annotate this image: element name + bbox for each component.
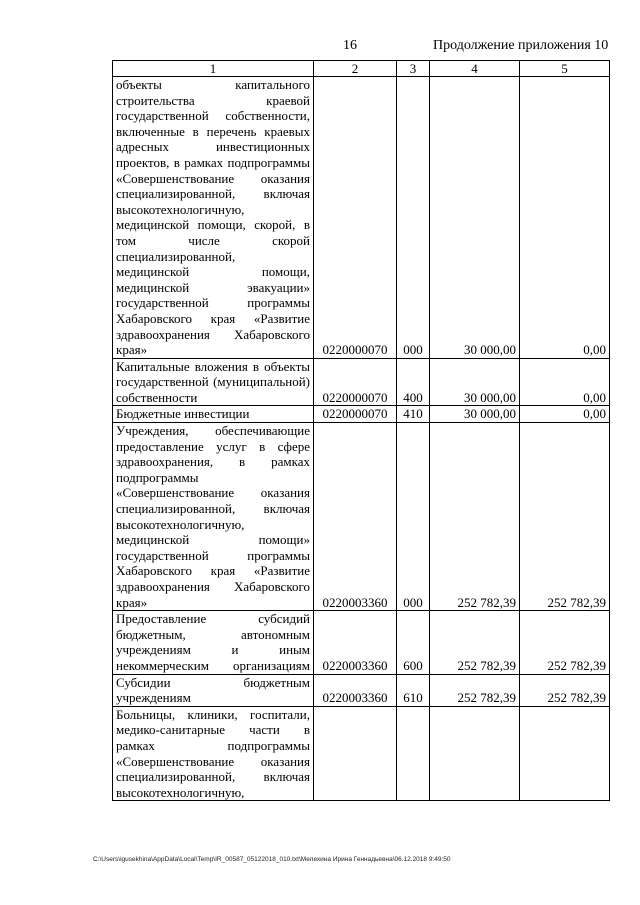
target-article-code: 0220000070 bbox=[314, 406, 397, 423]
file-path-footer: C:\Users\igusekhina\AppData\Local\Temp\IR_00587_05122018_010.txt\Мелехина Ирина Геннадьевна\06.12.2018 9:49:50 bbox=[93, 856, 451, 863]
table-row bbox=[113, 706, 610, 801]
table-row bbox=[113, 674, 610, 706]
amount-col5: 0,00 bbox=[520, 358, 610, 406]
table-row bbox=[113, 423, 610, 611]
amount-col5: 0,00 bbox=[520, 406, 610, 423]
page-number: 16 bbox=[343, 38, 357, 53]
budget-table bbox=[112, 60, 610, 801]
amount-col4: 252 782,39 bbox=[430, 674, 520, 706]
column-number-row bbox=[113, 61, 610, 77]
amount-col5: 252 782,39 bbox=[520, 423, 610, 611]
expense-type-code: 000 bbox=[397, 423, 430, 611]
row-name: Учреждения, обеспечивающие предоставление услуг в сфере здравоохранения, в рамках подпрограммы «Совершенствование оказания специализированной, включая высокотехнологичную, медицинской помощи» государственной программы Хабаровского края «Развитие здравоохранения Хабаровского края» bbox=[113, 423, 314, 611]
amount-col4: 30 000,00 bbox=[430, 358, 520, 406]
expense-type-code: 000 bbox=[397, 77, 430, 359]
amount-col4 bbox=[430, 706, 520, 801]
amount-col5 bbox=[520, 706, 610, 801]
column-number: 4 bbox=[430, 61, 520, 77]
row-name: Капитальные вложения в объекты государственной (муниципальной) собственности bbox=[113, 358, 314, 406]
target-article-code: 0220003360 bbox=[314, 674, 397, 706]
target-article-code: 0220003360 bbox=[314, 611, 397, 674]
appendix-continuation-label: Продолжение приложения 10 bbox=[433, 38, 609, 53]
target-article-code: 0220000070 bbox=[314, 358, 397, 406]
row-name: объекты капитального строительства краевой государственной собственности, включенные в перечень краевых адресных инвестиционных проектов, в рамках подпрограммы «Совершенствование оказания специализированной, включая высокотехнологичную, медицинской помощи, скорой, в том числе скорой специализированной, медицинской помощи, медицинской эвакуации» государственной программы Хабаровского края «Развитие здравоохранения Хабаровского края» bbox=[113, 77, 314, 359]
amount-col4: 252 782,39 bbox=[430, 611, 520, 674]
amount-col4: 30 000,00 bbox=[430, 77, 520, 359]
amount-col5: 0,00 bbox=[520, 77, 610, 359]
column-number: 2 bbox=[314, 61, 397, 77]
expense-type-code: 600 bbox=[397, 611, 430, 674]
target-article-code: 0220000070 bbox=[314, 77, 397, 359]
table-row bbox=[113, 77, 610, 359]
amount-col5: 252 782,39 bbox=[520, 611, 610, 674]
amount-col4: 252 782,39 bbox=[430, 423, 520, 611]
amount-col5: 252 782,39 bbox=[520, 674, 610, 706]
table-row bbox=[113, 611, 610, 674]
row-name: Бюджетные инвестиции bbox=[113, 406, 314, 423]
table-row bbox=[113, 358, 610, 406]
expense-type-code: 610 bbox=[397, 674, 430, 706]
target-article-code bbox=[314, 706, 397, 801]
row-name: Предоставление субсидий бюджетным, автономным учреждениям и иным некоммерческим организациям bbox=[113, 611, 314, 674]
table-row bbox=[113, 406, 610, 423]
row-name: Субсидии бюджетным учреждениям bbox=[113, 674, 314, 706]
column-number: 3 bbox=[397, 61, 430, 77]
expense-type-code: 400 bbox=[397, 358, 430, 406]
row-name: Больницы, клиники, госпитали, медико-санитарные части в рамках подпрограммы «Совершенствование оказания специализированной, включая высокотехнологичную, bbox=[113, 706, 314, 801]
column-number: 1 bbox=[113, 61, 314, 77]
column-number: 5 bbox=[520, 61, 610, 77]
target-article-code: 0220003360 bbox=[314, 423, 397, 611]
expense-type-code: 410 bbox=[397, 406, 430, 423]
amount-col4: 30 000,00 bbox=[430, 406, 520, 423]
expense-type-code bbox=[397, 706, 430, 801]
